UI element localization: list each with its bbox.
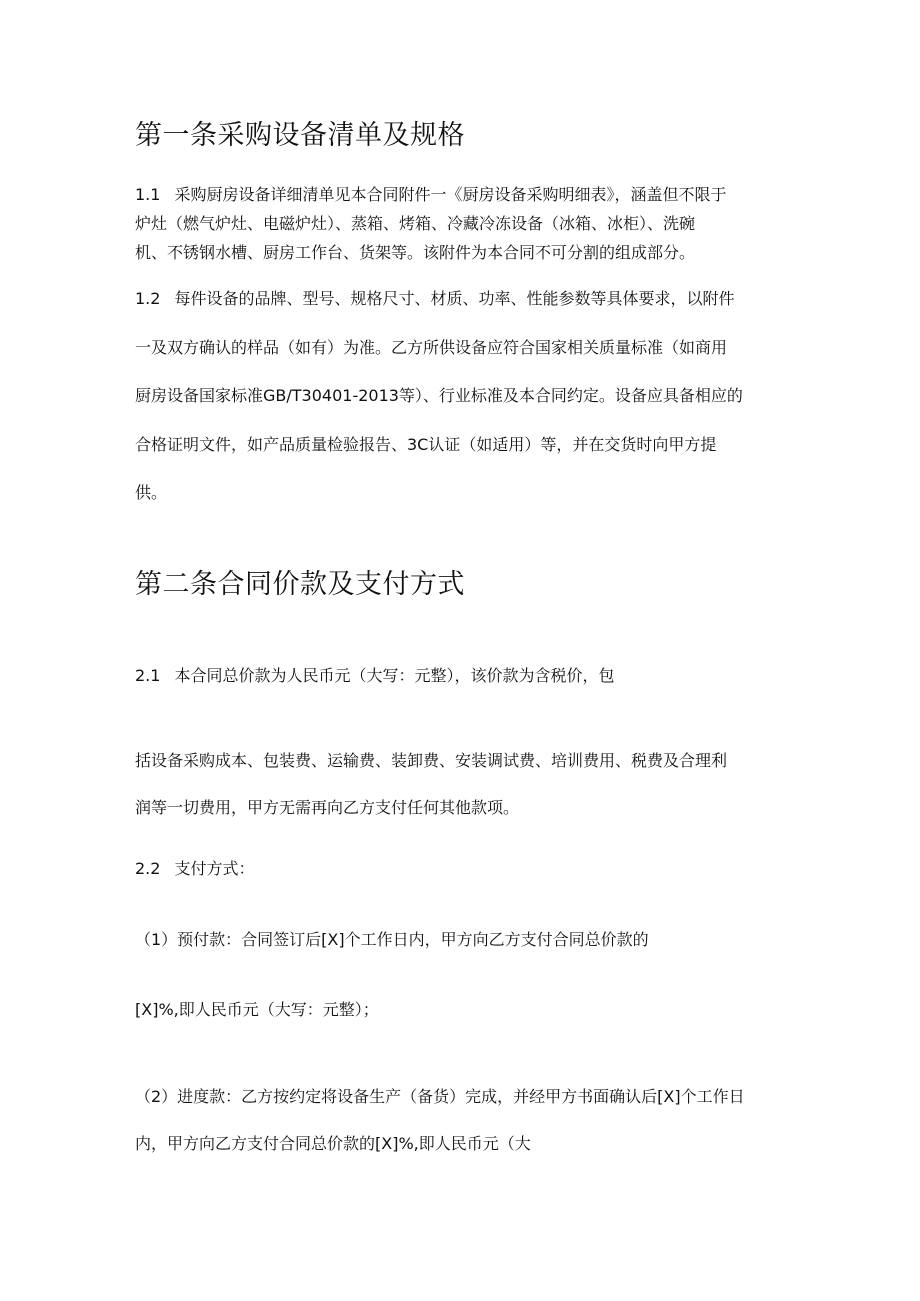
payment-item-1-line-2: [X]%,即人民币元（大写：元整）； [135, 1000, 379, 1019]
clause-2-1-line-1 [135, 665, 614, 687]
clause-1-2-text-1: 每件设备的品牌、型号、规格尺寸、材质、功率、性能参数等具体要求，以附件 [174, 289, 735, 308]
clause-1-1-line-1 [135, 184, 726, 206]
clause-1-2-line-5: 供。 [135, 483, 168, 502]
clause-1-1-number: 1.1 [135, 185, 161, 204]
clause-1-2-number: 1.2 [135, 289, 161, 308]
clause-1-1-line-2: 炉灶（燃气炉灶、电磁炉灶）、蒸箱、烤箱、冷藏冷冻设备（冰箱、冰柜）、洗碗 [135, 214, 696, 233]
clause-2-1-text-1: 本合同总价款为人民币元（大写：元整），该价款为含税价，包 [174, 666, 615, 685]
clause-1-2-line-4: 合格证明文件，如产品质量检验报告、3C认证（如适用）等，并在交货时向甲方提 [135, 435, 717, 454]
clause-2-1-line-3: 润等一切费用，甲方无需再向乙方支付任何其他款项。 [135, 798, 520, 817]
section-1-heading: 第一条采购设备清单及规格 [135, 120, 465, 151]
clause-1-2-line-3: 厨房设备国家标准GB/T30401-2013等）、行业标准及本合同约定。设备应具备相应的 [135, 386, 743, 405]
section-2-heading: 第二条合同价款及支付方式 [135, 569, 465, 600]
payment-item-1-line-1: （1）预付款：合同签订后[X]个工作日内，甲方向乙方支付合同总价款的 [135, 930, 649, 949]
clause-2-2-number: 2.2 [135, 859, 161, 878]
clause-2-2-title: 支付方式： [174, 859, 255, 878]
payment-item-2-line-2: 内，甲方向乙方支付合同总价款的[X]%,即人民币元（大 [135, 1134, 531, 1153]
clause-1-1-line-3: 机、不锈钢水槽、厨房工作台、货架等。该附件为本合同不可分割的组成部分。 [135, 243, 696, 262]
clause-1-2-line-1 [135, 288, 734, 310]
payment-item-2-line-1: （2）进度款：乙方按约定将设备生产（备货）完成，并经甲方书面确认后[X]个工作日 [135, 1087, 745, 1106]
clause-1-2-line-2: 一及双方确认的样品（如有）为准。乙方所供设备应符合国家相关质量标准（如商用 [135, 338, 728, 357]
clause-2-1-line-2: 括设备采购成本、包装费、运输费、装卸费、安装调试费、培训费用、税费及合理利 [135, 751, 728, 770]
clause-1-1-text-1: 采购厨房设备详细清单见本合同附件一《厨房设备采购明细表》，涵盖但不限于 [174, 185, 727, 204]
clause-2-2-line [135, 858, 254, 880]
clause-2-1-number: 2.1 [135, 666, 161, 685]
